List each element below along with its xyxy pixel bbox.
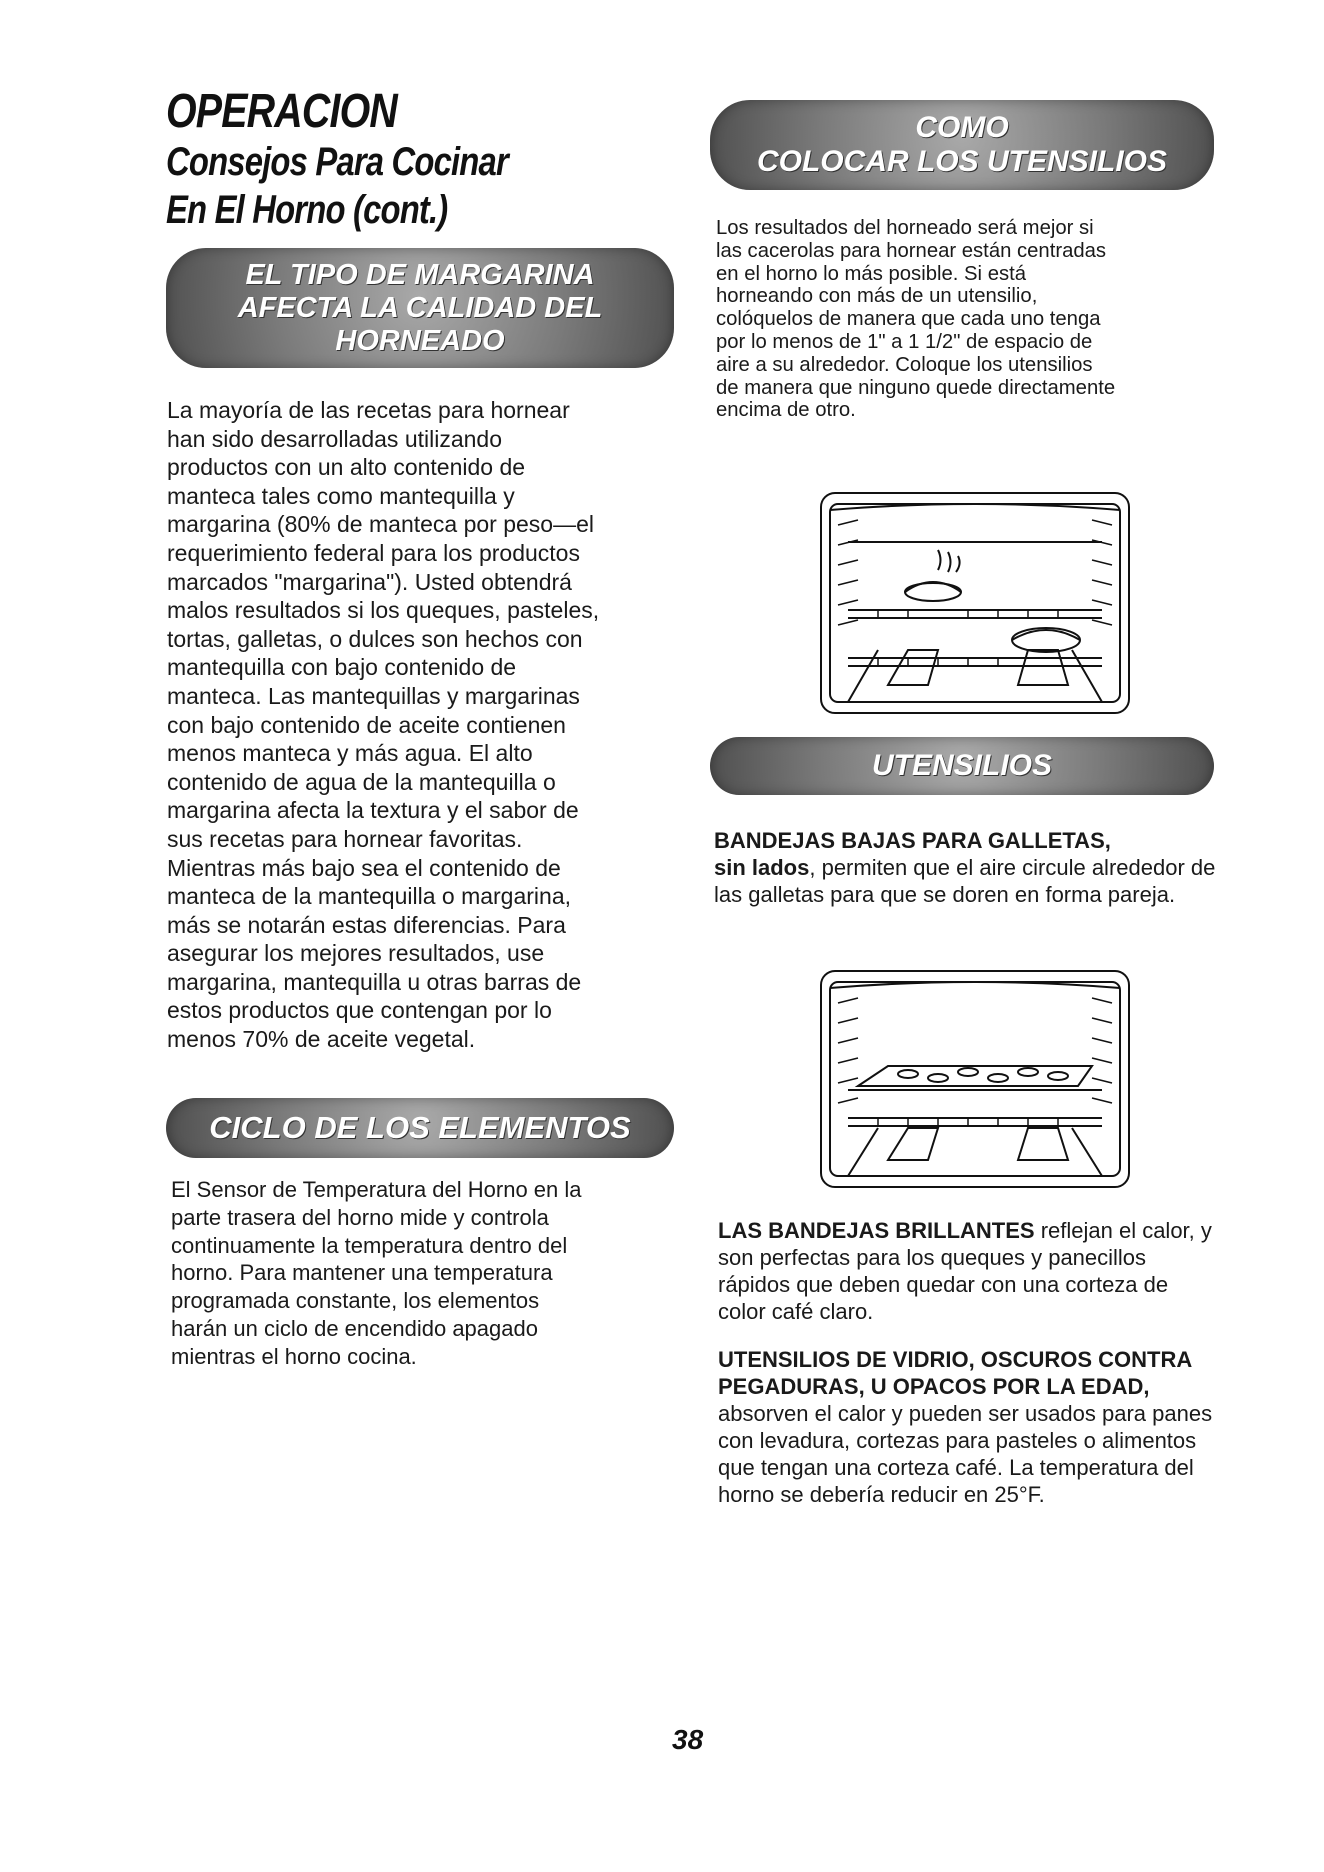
- banner-line: COLOCAR LOS UTENSILIOS: [756, 145, 1167, 178]
- banner-colocar: [710, 100, 1214, 190]
- banner-utensilios: [710, 737, 1214, 795]
- banner-line: AFECTA LA CALIDAD DEL: [237, 291, 603, 324]
- banner-line: CICLO DE LOS ELEMENTOS: [209, 1110, 631, 1145]
- vidrio-paragraph: [718, 1346, 1218, 1508]
- vidrio-heading: UTENSILIOS DE VIDRIO, OSCUROS CONTRA PEGADURAS, U OPACOS POR LA EDAD,: [718, 1347, 1192, 1399]
- banner-margarina: [166, 248, 674, 368]
- oven-cookie-sheet-illustration: [818, 968, 1132, 1190]
- ciclo-body: El Sensor de Temperatura del Horno en la parte trasera del horno mide y controla continuamente la temperatura dentro del horno. Para mantener una temperatura programada constante, los elementos harán un ciclo de encendido apagado mientras el horno cocina.: [171, 1177, 582, 1369]
- page-subtitle-line2: En El Horno (cont.): [166, 188, 448, 232]
- page-number: 38: [672, 1724, 704, 1755]
- bandejas-text: , permiten que el aire circule alrededor de las galletas para que se doren en forma pareja.: [714, 855, 1216, 907]
- brillantes-paragraph: [718, 1217, 1218, 1325]
- banner-line: HORNEADO: [335, 324, 505, 357]
- title-block: [166, 86, 726, 234]
- bandejas-paragraph: [714, 827, 1224, 908]
- bandejas-heading: BANDEJAS BAJAS PARA GALLETAS,: [714, 828, 1111, 853]
- page-subtitle-line1: Consejos Para Cocinar: [166, 140, 508, 184]
- vidrio-text: absorven el calor y pueden ser usados para panes con levadura, cortezas para pasteles o alimentos que tengan una corteza café. La temperatura del horno se debería reducir en 25°F.: [718, 1401, 1213, 1507]
- banner-line: EL TIPO DE MARGARINA: [245, 258, 595, 291]
- bandejas-sin-lados: sin lados: [714, 855, 810, 880]
- oven-two-pans-illustration: [818, 490, 1132, 716]
- colocar-body: Los resultados del horneado será mejor si las cacerolas para hornear están centradas en el horno lo más posible. Si está horneando con más de un utensilio, colóquelos de manera que cada uno tenga por lo menos de 1" a 1 1/2" de espacio de aire a su alrededor. Coloque los utensilios de manera que ninguno quede directamente encima de otro.: [716, 217, 1116, 422]
- page-title: OPERACION: [166, 85, 397, 138]
- brillantes-text: reflejan el calor, y son perfectas para los queques y panecillos rápidos que deben quedar con una corteza de color café claro.: [718, 1218, 1212, 1324]
- banner-line: COMO: [915, 111, 1009, 144]
- margarina-body: La mayoría de las recetas para hornear han sido desarrolladas utilizando productos con un alto contenido de manteca tales como mantequilla y margarina (80% de manteca por peso—el requerimiento federal para los productos marcados "margarina"). Usted obtendrá malos resultados si los queques, pasteles, tortas, galletas, o dulces son hechos con mantequilla con bajo contenido de manteca. Las mantequillas y margarinas con bajo contenido de aceite contienen menos manteca y más agua. El alto contenido de agua de la mantequilla o margarina afecta la textura y el sabor de sus recetas para hornear favoritas. Mientras más bajo sea el contenido de manteca de la mantequilla o margarina, más se notarán estas diferencias. Para asegurar los mejores resultados, use margarina, mantequilla u otras barras de estos productos que contengan por lo menos 70% de aceite vegetal.: [167, 397, 600, 1053]
- banner-ciclo: [166, 1098, 674, 1158]
- banner-line: UTENSILIOS: [871, 749, 1052, 782]
- brillantes-heading: LAS BANDEJAS BRILLANTES: [718, 1218, 1035, 1243]
